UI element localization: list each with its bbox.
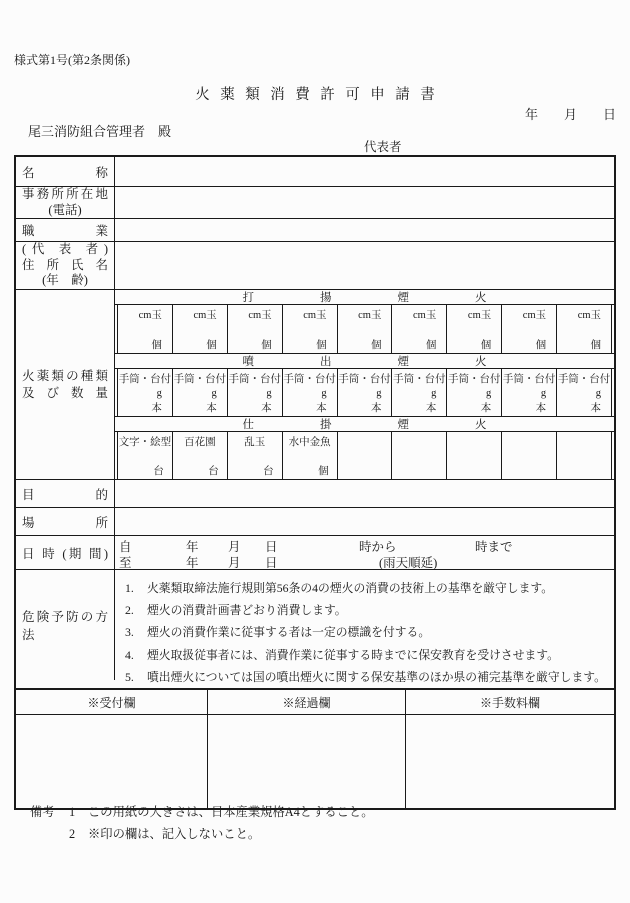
uchiage-cell-2 xyxy=(172,305,227,353)
funshutsu-cell-6 xyxy=(391,369,446,416)
office-phone-label: (電話) xyxy=(48,202,82,217)
row-representative xyxy=(16,242,614,290)
funshutsu-rowwrap xyxy=(115,369,614,417)
funshutsu-qty-unit: 本 xyxy=(151,403,162,414)
prevention-list xyxy=(115,570,614,688)
dt-from: 自 xyxy=(119,540,132,554)
uchiage-size-unit: cm玉 xyxy=(193,310,217,321)
row-office xyxy=(16,187,614,219)
funshutsu-weight-unit: g xyxy=(321,387,327,399)
dt-rain-note: (雨天順延) xyxy=(379,556,438,570)
reception-box xyxy=(16,715,207,808)
prevention-item-num: 3. xyxy=(125,625,134,640)
occupation-value-cell xyxy=(115,219,614,241)
funshutsu-cell-1 xyxy=(118,369,172,416)
uchiage-qty-unit: 個 xyxy=(151,340,162,351)
uchiage-header: 打揚煙火 xyxy=(242,292,553,304)
uchiage-row xyxy=(117,305,612,353)
row-datetime xyxy=(16,536,614,570)
fireworks-grid-cell xyxy=(115,290,614,479)
funshutsu-qty-unit: 本 xyxy=(425,403,437,414)
uchiage-size-unit: cm玉 xyxy=(522,310,547,321)
funshutsu-weight-unit: g xyxy=(540,387,547,399)
prevention-item-3 xyxy=(125,621,614,643)
uchiage-rowwrap xyxy=(115,305,614,354)
uchiage-size-unit: cm玉 xyxy=(138,310,162,321)
progress-header: ※経過欄 xyxy=(282,695,331,710)
shikake-type-label: 文字・絵型 xyxy=(118,437,172,448)
funshutsu-weight-unit: g xyxy=(595,387,602,399)
dt-year-1: 年 xyxy=(186,540,199,554)
funshutsu-qty-unit: 本 xyxy=(370,403,382,414)
prevention-item-text: 煙火取扱従事者には、消費作業に従事する時までに保安教育を受けさせます。 xyxy=(147,647,559,662)
dt-day-1: 日 xyxy=(265,540,278,554)
shikake-header: 仕掛煙火 xyxy=(242,419,553,431)
fireworks-label-1: 火薬類の種類 xyxy=(22,368,108,383)
place-label: 場所 xyxy=(22,515,108,530)
uchiage-cell-4 xyxy=(282,305,337,353)
funshutsu-weight-unit: g xyxy=(266,387,272,399)
uchiage-qty-unit: 個 xyxy=(370,340,382,351)
shikake-cell-9 xyxy=(556,432,611,479)
funshutsu-weight-unit: g xyxy=(376,387,382,399)
form-number: 様式第1号(第2条関係) xyxy=(14,53,130,67)
prevention-item-num: 5. xyxy=(125,669,134,684)
shikake-row xyxy=(117,432,612,479)
funshutsu-cell-4 xyxy=(282,369,337,416)
uchiage-cell-8 xyxy=(501,305,556,353)
progress-header-cell xyxy=(207,690,405,714)
funshutsu-type-label: 手筒・台付 xyxy=(283,374,336,385)
dt-month-2: 月 xyxy=(228,556,241,570)
uchiage-size-unit: cm玉 xyxy=(467,310,492,321)
representative-value-cell xyxy=(115,242,614,289)
uchiage-size-unit: cm玉 xyxy=(413,310,437,321)
funshutsu-type-label: 手筒・台付 xyxy=(338,374,391,385)
prevention-label-cell xyxy=(16,570,115,680)
uchiage-cell-1 xyxy=(118,305,172,353)
row-admin-boxes xyxy=(16,715,614,808)
prevention-item-num: 2. xyxy=(125,603,134,618)
dt-time-to: 時まで xyxy=(475,540,513,554)
funshutsu-row xyxy=(117,369,612,416)
funshutsu-type-label: 手筒・台付 xyxy=(448,374,501,385)
fee-header-cell xyxy=(405,690,614,714)
funshutsu-qty-unit: 本 xyxy=(316,403,327,414)
uchiage-qty-unit: 個 xyxy=(206,340,217,351)
uchiage-cell-7 xyxy=(446,305,501,353)
occupation-label-cell xyxy=(16,219,115,241)
funshutsu-type-label: 手筒・台付 xyxy=(557,374,611,385)
name-label: 名称 xyxy=(22,165,108,180)
shikake-cell-4 xyxy=(282,432,337,479)
progress-box xyxy=(207,715,405,808)
prevention-item-text: 煙火の消費作業に従事する者は一定の標識を付する。 xyxy=(147,625,431,640)
prevention-item-text: 火薬類取締法施行規則第56条の4の煙火の消費の技術上の基準を厳守します。 xyxy=(147,581,554,595)
remarks-label: 備考 xyxy=(30,805,55,819)
funshutsu-cell-5 xyxy=(337,369,392,416)
shikake-qty-unit: 個 xyxy=(318,466,329,477)
funshutsu-cell-7 xyxy=(446,369,501,416)
shikake-type-label: 水中金魚 xyxy=(288,437,331,448)
prevention-item-4 xyxy=(125,644,614,666)
shikake-type-label: 百花園 xyxy=(184,437,216,448)
funshutsu-qty-unit: 本 xyxy=(480,403,492,414)
prevention-item-text: 煙火の消費計画書どおり消費します。 xyxy=(147,603,347,618)
shikake-cell-1 xyxy=(118,432,172,479)
shikake-cell-5 xyxy=(337,432,392,479)
uchiage-qty-unit: 個 xyxy=(535,340,547,351)
row-purpose xyxy=(16,480,614,508)
representative-label: 代表者 xyxy=(364,140,402,154)
fee-header: ※手数料欄 xyxy=(479,695,540,710)
addressee: 尾三消防組合管理者 殿 xyxy=(28,124,172,139)
uchiage-qty-unit: 個 xyxy=(590,340,602,351)
uchiage-qty-unit: 個 xyxy=(425,340,437,351)
place-label-cell xyxy=(16,508,115,535)
row-prevention xyxy=(16,570,614,690)
uchiage-qty-unit: 個 xyxy=(316,340,327,351)
uchiage-qty-unit: 個 xyxy=(480,340,492,351)
uchiage-cell-9 xyxy=(556,305,611,353)
remarks-label-spacer xyxy=(30,824,69,846)
uchiage-size-unit: cm玉 xyxy=(303,310,327,321)
dt-day-2: 日 xyxy=(265,556,278,570)
funshutsu-cell-8 xyxy=(501,369,556,416)
shikake-rowwrap xyxy=(115,432,614,479)
uchiage-size-unit: cm玉 xyxy=(248,310,272,321)
name-label-cell xyxy=(16,157,115,186)
uchiage-header-band xyxy=(115,290,614,305)
funshutsu-header-band xyxy=(115,354,614,369)
shikake-type-label: 乱玉 xyxy=(244,437,266,448)
funshutsu-cell-2 xyxy=(172,369,227,416)
funshutsu-cell-9 xyxy=(556,369,611,416)
funshutsu-type-label: 手筒・台付 xyxy=(393,374,446,385)
remark-line-1 xyxy=(30,802,374,824)
row-place xyxy=(16,508,614,536)
rep-line-3: (年 齢) xyxy=(42,273,88,288)
funshutsu-type-label: 手筒・台付 xyxy=(173,374,227,385)
funshutsu-weight-unit: g xyxy=(431,387,437,399)
uchiage-size-unit: cm玉 xyxy=(577,310,602,321)
remarks xyxy=(30,802,374,845)
funshutsu-weight-unit: g xyxy=(485,387,492,399)
dt-year-2: 年 xyxy=(186,556,199,570)
funshutsu-qty-unit: 本 xyxy=(535,403,547,414)
shikake-qty-unit: 台 xyxy=(153,466,164,477)
row-occupation xyxy=(16,219,614,242)
prevention-item-1 xyxy=(125,577,614,599)
purpose-label-cell xyxy=(16,480,115,507)
row-admin-headers xyxy=(16,690,614,715)
remark-1-text: この用紙の大きさは、日本産業規格A4とすること。 xyxy=(88,805,374,819)
shikake-cell-7 xyxy=(446,432,501,479)
shikake-header-band xyxy=(115,417,614,432)
prevention-item-num: 1. xyxy=(125,581,134,595)
prevention-item-text: 噴出煙火については国の噴出煙火に関する保安基準のほか県の補完基準を厳守します。 xyxy=(147,669,606,684)
prevention-value-cell xyxy=(115,570,614,688)
reception-header: ※受付欄 xyxy=(87,695,136,710)
row-name xyxy=(16,157,614,187)
funshutsu-header: 噴出煙火 xyxy=(242,356,553,368)
funshutsu-qty-unit: 本 xyxy=(590,403,602,414)
funshutsu-qty-unit: 本 xyxy=(261,403,272,414)
rep-line-1: (代 表 者) xyxy=(22,242,108,257)
uchiage-cell-5 xyxy=(337,305,392,353)
dt-month-1: 月 xyxy=(228,540,241,554)
funshutsu-type-label: 手筒・台付 xyxy=(228,374,281,385)
reception-header-cell xyxy=(16,690,207,714)
uchiage-qty-unit: 個 xyxy=(261,340,272,351)
shikake-qty-unit: 台 xyxy=(263,466,274,477)
remark-2-num: 2 xyxy=(69,826,76,841)
shikake-cell-6 xyxy=(391,432,446,479)
representative-label-cell xyxy=(16,242,115,289)
funshutsu-cell-3 xyxy=(227,369,282,416)
funshutsu-type-label: 手筒・台付 xyxy=(502,374,556,385)
remark-2-text: ※印の欄は、記入しないこと。 xyxy=(88,826,261,841)
name-value-cell xyxy=(115,157,614,186)
fireworks-label-2: 及び数量 xyxy=(22,385,108,400)
fireworks-grid xyxy=(115,290,614,479)
office-value-cell xyxy=(115,187,614,218)
uchiage-cell-3 xyxy=(227,305,282,353)
funshutsu-qty-unit: 本 xyxy=(206,403,217,414)
purpose-label: 目的 xyxy=(22,487,108,502)
datetime-label-cell xyxy=(16,536,115,569)
page-title: 火薬類消費許可申請書 xyxy=(195,87,446,103)
fee-box xyxy=(405,715,614,808)
fireworks-label-cell xyxy=(16,290,115,479)
shikake-qty-unit: 台 xyxy=(208,466,219,477)
funshutsu-weight-unit: g xyxy=(156,387,162,399)
prevention-item-5 xyxy=(125,666,614,688)
purpose-value-cell xyxy=(115,480,614,507)
shikake-cell-3 xyxy=(227,432,282,479)
place-value-cell xyxy=(115,508,614,535)
dt-time-from: 時から xyxy=(359,540,397,554)
office-label-cell xyxy=(16,187,115,218)
prevention-item-num: 4. xyxy=(125,647,134,662)
dt-to: 至 xyxy=(119,556,132,570)
funshutsu-type-label: 手筒・台付 xyxy=(118,374,172,385)
datetime-label: 日 時 (期 間) xyxy=(22,546,108,561)
occupation-label: 職業 xyxy=(22,224,108,238)
prevention-label: 危険予防の方法 xyxy=(22,610,108,642)
remark-1-num: 1 xyxy=(69,805,76,819)
office-label: 事務所所在地 xyxy=(22,187,108,201)
shikake-cell-8 xyxy=(501,432,556,479)
shikake-cell-2 xyxy=(172,432,227,479)
remark-line-2 xyxy=(30,824,374,846)
row-fireworks xyxy=(16,290,614,480)
rep-line-2: 住 所 氏 名 xyxy=(22,257,108,272)
date-line: 年 月 日 xyxy=(524,107,616,122)
application-table xyxy=(14,155,616,810)
funshutsu-weight-unit: g xyxy=(211,387,217,399)
datetime-value-cell xyxy=(115,536,614,569)
prevention-item-2 xyxy=(125,599,614,621)
uchiage-size-unit: cm玉 xyxy=(358,310,382,321)
uchiage-cell-6 xyxy=(391,305,446,353)
